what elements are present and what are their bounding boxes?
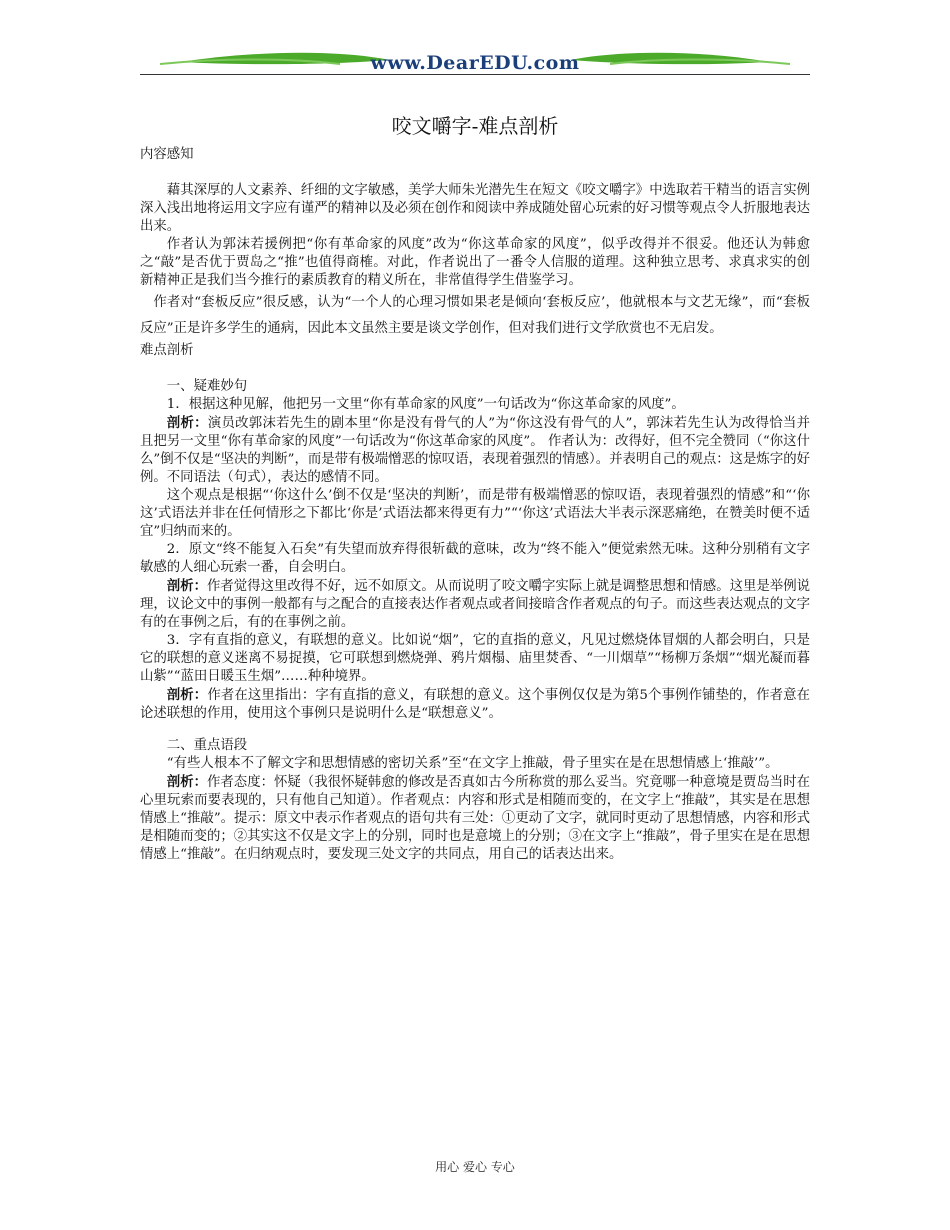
analysis-label: 剖析： (166, 774, 207, 790)
part-heading: 二、重点语段 (166, 738, 248, 753)
analysis-paragraph: 剖析：作者态度：怀疑（我很怀疑韩愈的修改是否真如古今所称赏的那么妥当。究竟哪一种意境是贾岛当时在心里玩索而要表现的，只有他自己知道）。作者观点：内容和形式是相随而变的，在文字上“推敲”，其实是在思想情感上“推敲”。提示：原文中表示作者观点的语句共有三处：①更动了文字，就同时更动了思想情感，内容和形式是相随而变的；②其实这不仅是文字上的分别，同时也是意境上的分别；③在文字上“推敲”，骨子里实在是在思想情感上“推敲”。在归纳观点时，要发现三处文字的共同点，用自己的话表达出来。 (140, 774, 810, 862)
quote-paragraph: “有些人根本不了解文字和思想情感的密切关系”至“在文字上推敲，骨子里实在是在思想情感上‘推敲’”。 (166, 756, 779, 771)
analysis-paragraph: 剖析：演员改郭沫若先生的剧本里“你是没有骨气的人”为“你这没有骨气的人”，郭沫若先生认为改得恰当并且把另一文里“你有革命家的风度”一句话改为“你这革命家的风度”。 作者认为：改得好，但不完全赞同（“你这什么”倒不仅是“坚决的判断”，而是带有极端憎恶的惊叹语，表现着强烈的情感）。并表明自己的观点：这是炼字的好例。不同语法（句式），表达的感情不同。 (140, 415, 810, 485)
page-header (140, 44, 810, 78)
question-item: 2．原文“终不能复入石矣”有失望而放弃得很斩截的意味，改为“终不能入”便觉索然无味。这种分别稍有文字敏感的人细心玩索一番，自会明白。 (140, 542, 810, 575)
analysis-label: 剖析： (166, 578, 207, 594)
section-label-content: 内容感知 (140, 147, 194, 162)
document-body (140, 112, 810, 864)
question-item: 1．根据这种见解，他把另一文里“你有革命家的风度”一句话改为“你这革命家的风度”。 (166, 397, 685, 412)
page-title: 咬文嚼字-难点剖析 (391, 114, 559, 138)
analysis-paragraph: 剖析：作者觉得这里改得不好，远不如原文。从而说明了咬文嚼字实际上就是调整思想和情感。这里是举例说理，议论文中的事例一般都有与之配合的直接表达作者观点或者间接暗含作者观点的句子。而这些表达观点的文字有的在事例之后，有的在事例之前。 (140, 578, 810, 630)
analysis-label: 剖析： (166, 687, 208, 703)
question-item: 3．字有直指的意义，有联想的意义。比如说“烟”，它的直指的意义，凡见过燃烧体冒烟的人都会明白，只是它的联想的意义迷离不易捉摸，它可联想到燃烧弹、鸦片烟榻、庙里焚香、“一川烟草”“杨柳万条烟”“烟光凝而暮山紫”“蓝田日暖玉生烟”……种种境界。 (140, 633, 810, 684)
part-heading: 一、疑难妙句 (166, 379, 248, 394)
header-rule (140, 74, 810, 75)
analysis-paragraph: 剖析：作者在这里指出：字有直指的意义，有联想的意义。这个事例仅仅是为第5个事例作铺垫的，作者意在论述联想的作用，使用这个事例只是说明什么是“联想意义”。 (140, 687, 810, 721)
intro-paragraph: 作者认为郭沫若援例把“你有革命家的风度”改为“你这革命家的风度”，似乎改得并不很妥。他还认为韩愈之“敲”是否优于贾岛之“推”也值得商榷。对此，作者说出了一番令人信服的道理。这种独立思考、求真求实的创新精神正是我们当今推行的素质教育的精义所在，非常值得学生借鉴学习。 (140, 237, 810, 288)
intro-paragraph: 作者对“套板反应”很反感，认为“一个人的心理习惯如果老是倾向‘套板反应’，他就根本与文艺无缘”，而“套板反应”正是许多学生的通病，因此本文虽然主要是谈文学创作，但对我们进行文学欣赏也不无启发。 (140, 295, 810, 336)
page-footer: 用心 爱心 专心 (435, 1160, 515, 1174)
site-logo[interactable]: www.DearEDU.com (370, 52, 580, 74)
analysis-paragraph: 这个观点是根据“‘你这什么’倒不仅是‘坚决的判断’，而是带有极端憎恶的惊叹语，表现着强烈的情感”和“‘你这’式语法并非在任何情形之下都比‘你是’式语法都来得更有力”“‘你这’式语法大半表示深恶痛绝，在赞美时便不适宜”归纳而来的。 (140, 488, 810, 539)
intro-paragraph: 藉其深厚的人文素养、纤细的文字敏感，美学大师朱光潜先生在短文《咬文嚼字》中选取若干精当的语言实例深入浅出地将运用文字应有谨严的精神以及必须在创作和阅读中养成随处留心玩索的好习惯等观点令人折服地表达出来。 (140, 183, 810, 234)
section-label-analysis: 难点剖析 (140, 343, 194, 358)
analysis-label: 剖析： (166, 415, 208, 431)
